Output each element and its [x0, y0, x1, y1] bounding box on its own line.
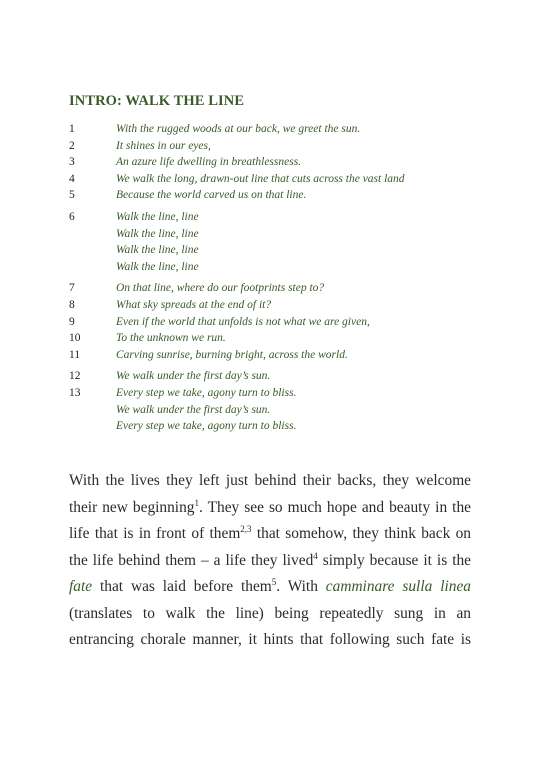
lyric-line [69, 418, 489, 435]
lyric-line [69, 171, 489, 188]
line-number: 12 [69, 370, 81, 383]
lyrics-block [69, 121, 489, 440]
lyric-stanza [69, 280, 489, 363]
emphasis-text: fate [69, 578, 93, 595]
section-heading: INTRO: WALK THE LINE [69, 93, 245, 109]
prose-paragraph [69, 468, 471, 654]
footnote-ref: 5 [271, 576, 277, 587]
lyric-text: Walk the line, line [116, 210, 199, 223]
lyric-line [69, 226, 489, 243]
lyric-line [69, 314, 489, 331]
prose-line [69, 468, 471, 495]
prose-line [69, 521, 471, 548]
prose-line [69, 627, 471, 654]
lyric-text: We walk the long, drawn-out line that cuts across the vast land [116, 172, 405, 185]
prose-line [69, 574, 471, 601]
footnote-ref: 1 [194, 497, 199, 508]
lyric-text: We walk under the first day’s sun. [116, 370, 271, 383]
lyric-text: Walk the line, line [116, 260, 199, 273]
lyric-stanza [69, 121, 489, 204]
prose-text: With the lives they left just behind their backs, they welcome [69, 472, 471, 489]
lyric-stanza [69, 209, 489, 275]
prose-text: . With [276, 578, 326, 595]
lyric-line [69, 297, 489, 314]
prose-text: simply because it is the [317, 551, 472, 569]
emphasis-text: camminare sulla linea [325, 578, 471, 595]
line-number: 1 [69, 123, 75, 135]
lyric-line [69, 280, 489, 297]
lyric-text: Carving sunrise, burning bright, across the world. [116, 348, 348, 361]
prose-text: their new beginning [69, 498, 195, 516]
lyric-text: An azure life dwelling in breathlessness. [116, 156, 302, 169]
footnote-ref: 2,3 [240, 523, 252, 534]
lyric-line [69, 330, 489, 347]
line-number: 13 [69, 386, 81, 399]
line-number: 9 [69, 315, 75, 328]
line-number [69, 259, 116, 276]
lyric-text: With the rugged woods at our back, we greet the sun. [116, 123, 361, 135]
line-number: 10 [69, 332, 81, 345]
prose-text: (translates to walk the line) being repeatedly sung in an [69, 604, 471, 622]
lyric-text: It shines in our eyes, [116, 139, 211, 152]
line-number: 11 [69, 348, 81, 361]
line-number [69, 242, 116, 259]
prose-line [69, 601, 471, 628]
lyric-line [69, 347, 489, 364]
line-number: 5 [69, 189, 75, 202]
prose-line [69, 495, 471, 522]
prose-text: life that is in front of them [69, 525, 241, 542]
line-number: 8 [69, 298, 75, 311]
lyric-line [69, 385, 489, 402]
prose-text: that somehow, they think back on [251, 525, 471, 542]
lyric-text: On that line, where do our footprints step to? [116, 282, 325, 295]
lyric-line [69, 259, 489, 276]
lyric-text: Every step we take, agony turn to bliss. [116, 386, 297, 399]
lyric-text: To the unknown we run. [116, 332, 226, 345]
lyric-line [69, 242, 489, 259]
lyric-text: Even if the world that unfolds is not what we are given, [116, 315, 370, 328]
lyric-line [69, 209, 489, 226]
lyric-text: Walk the line, line [116, 244, 199, 257]
prose-text: . They see so much hope and beauty in the [198, 498, 471, 516]
prose-text: entrancing chorale manner, it hints that following such fate is [69, 631, 471, 648]
line-number: 2 [69, 139, 75, 152]
line-number [69, 226, 116, 243]
lyric-line [69, 187, 489, 204]
line-number [69, 418, 116, 435]
prose-text: that was laid before them [92, 578, 272, 595]
lyric-line [69, 154, 489, 171]
line-number: 4 [69, 172, 75, 185]
lyric-text: What sky spreads at the end of it? [116, 298, 272, 311]
lyric-line [69, 368, 489, 385]
line-number [69, 402, 116, 419]
lyric-line [69, 121, 489, 138]
prose-line [69, 548, 471, 575]
lyric-text: Walk the line, line [116, 227, 199, 240]
lyric-line [69, 138, 489, 155]
lyric-stanza [69, 368, 489, 434]
lyric-line [69, 402, 489, 419]
line-number: 7 [69, 282, 75, 295]
line-number: 3 [69, 156, 75, 169]
footnote-ref: 4 [313, 550, 318, 561]
lyric-text: We walk under the first day’s sun. [116, 403, 271, 416]
line-number: 6 [69, 210, 75, 223]
lyric-text: Every step we take, agony turn to bliss. [116, 420, 297, 433]
lyric-text: Because the world carved us on that line. [116, 189, 307, 202]
prose-text: the life behind them – a life they lived [69, 551, 314, 569]
